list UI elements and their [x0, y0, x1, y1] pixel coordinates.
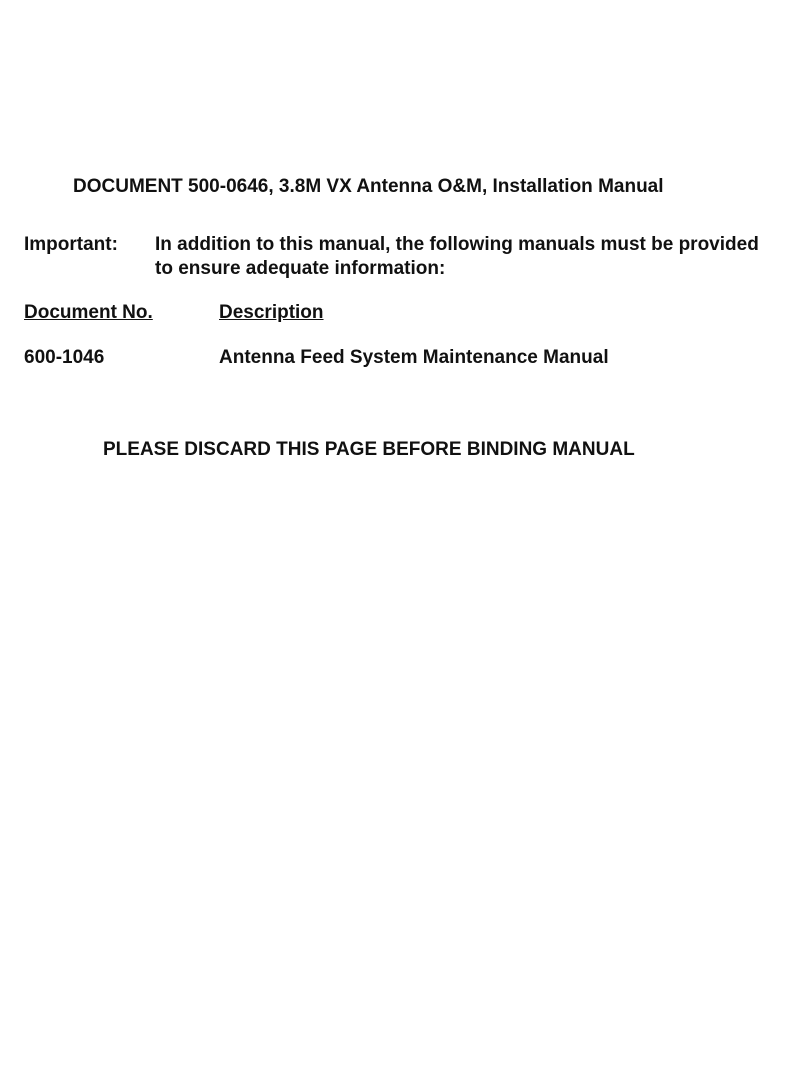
column-header-document-no: Document No. [24, 302, 153, 323]
table-row-document-no: 600-1046 [24, 347, 105, 368]
important-text-line-1: In addition to this manual, the following manuals must be provided [155, 234, 759, 255]
important-label: Important: [24, 234, 118, 255]
table-row-description: Antenna Feed System Maintenance Manual [219, 347, 609, 368]
discard-notice: PLEASE DISCARD THIS PAGE BEFORE BINDING MANUAL [103, 439, 635, 460]
important-text-line-2: to ensure adequate information: [155, 258, 446, 279]
document-title: DOCUMENT 500-0646, 3.8M VX Antenna O&M, Installation Manual [73, 176, 664, 197]
column-header-description: Description [219, 302, 324, 323]
